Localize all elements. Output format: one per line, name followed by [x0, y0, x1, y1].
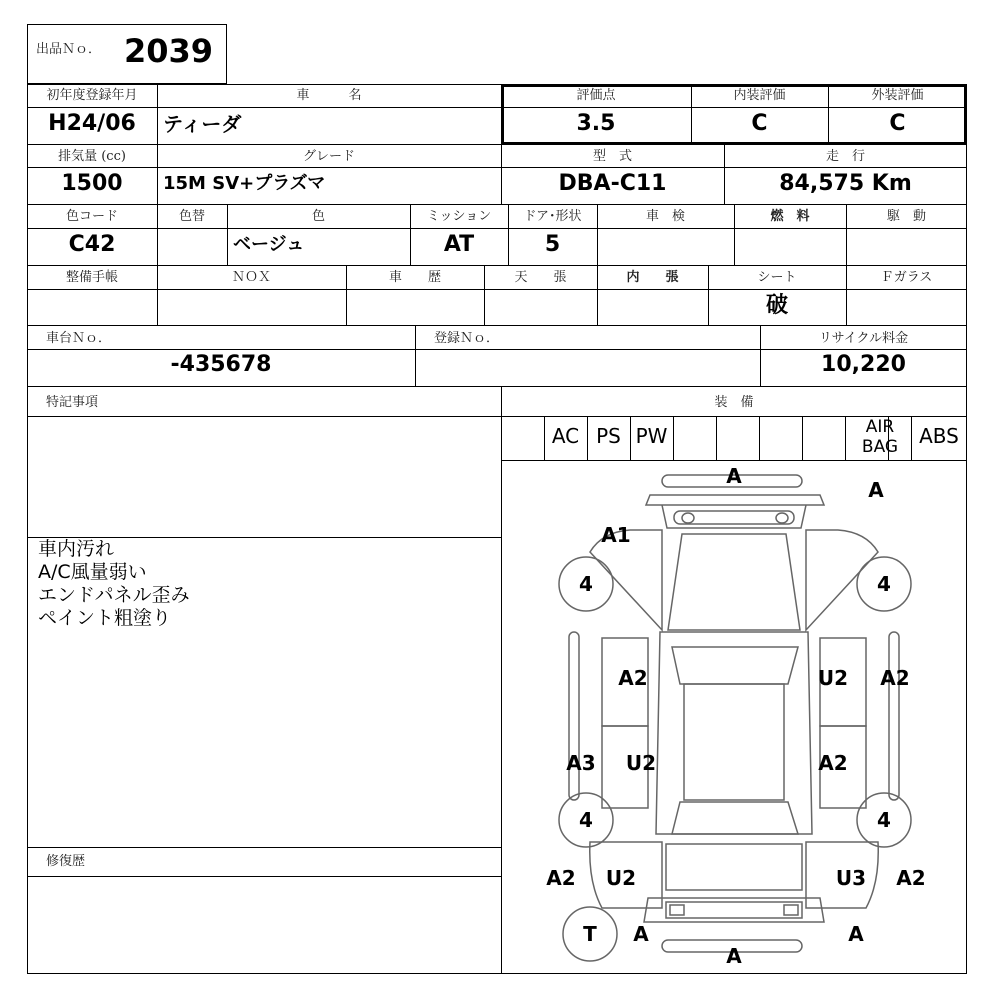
transmission-label: ミッション	[426, 209, 492, 224]
equipment-item-ac: AC	[551, 424, 580, 448]
exterior-grade-label: 外装評価	[871, 88, 924, 103]
transmission-value: AT	[443, 232, 475, 257]
car-name-value: ティーダ	[163, 112, 242, 136]
mark-tire-rl: 4	[579, 808, 593, 832]
mark-rear-fender-right: A2	[896, 866, 926, 890]
interior-trim-label: 内 張	[626, 270, 679, 285]
repaint-label: 色替	[178, 209, 205, 224]
mark-rear-bumper: A	[726, 944, 742, 968]
score-label: 評価点	[576, 88, 616, 103]
mark-tire-fr: 4	[877, 572, 891, 596]
inspection-label: 車 検	[645, 209, 685, 224]
repair-history-label: 修復歴	[46, 854, 86, 869]
note-line: 車内汚れ	[38, 538, 115, 560]
mark-front-door-right: U2	[817, 666, 849, 690]
mark-spare-tire: T	[583, 922, 597, 946]
door-label: ドア･形状	[523, 209, 582, 224]
front-glass-label: Ｆガラス	[880, 270, 933, 285]
fuel-label: 燃 料	[770, 209, 810, 224]
lot-number-box	[27, 24, 227, 84]
chassis-number-value: -435678	[170, 352, 272, 377]
mark-rear-right: A	[848, 922, 864, 946]
mileage-label: 走 行	[825, 149, 865, 164]
mark-rear-left: A	[633, 922, 649, 946]
car-condition-diagram	[502, 462, 966, 973]
special-notes-label: 特記事項	[46, 395, 99, 410]
color-value: ベージュ	[233, 234, 305, 255]
model-code-value: DBA-C11	[558, 171, 667, 196]
note-line: エンドパネル歪み	[38, 584, 190, 606]
displacement-value: 1500	[61, 171, 123, 196]
mark-front-fender-right: A2	[880, 666, 910, 690]
registration-number-label: 登録Ｎｏ．	[434, 331, 500, 346]
score-value: 3.5	[576, 111, 616, 136]
mark-rear-fender-left: A2	[546, 866, 576, 890]
equipment-grid	[501, 416, 967, 461]
first-registration-label: 初年度登録年月	[46, 88, 138, 103]
mark-rear-quarter-right: U3	[835, 866, 867, 890]
door-value: 5	[544, 232, 561, 257]
mark-rear-quarter-left: U2	[605, 866, 637, 890]
recycle-fee-value: 10,220	[821, 352, 906, 377]
interior-grade-label: 内装評価	[733, 88, 786, 103]
chassis-number-label: 車台Ｎｏ．	[46, 331, 112, 346]
mark-sill-left: A3	[566, 751, 596, 775]
note-line: ペイント粗塗り	[38, 607, 172, 629]
note-line: A/C風量弱い	[38, 561, 147, 583]
nox-label: ＮＯＸ	[231, 270, 271, 285]
headliner-label: 天 張	[514, 270, 567, 285]
first-registration-value: H24/06	[48, 111, 136, 136]
seat-value: 破	[765, 293, 788, 318]
equipment-label: 装 備	[714, 395, 754, 410]
mark-tire-rr: 4	[877, 808, 891, 832]
car-name-label: 車 名	[296, 88, 362, 103]
recycle-fee-label: リサイクル料金	[818, 331, 909, 346]
mark-front-right: A	[868, 478, 884, 502]
mark-tire-fl: 4	[579, 572, 593, 596]
equipment-item-ps: PS	[596, 424, 621, 448]
service-record-label: 整備手帳	[65, 270, 118, 285]
equipment-item-pw: PW	[635, 424, 668, 448]
equipment-item-airbag: AIR BAG	[861, 417, 899, 457]
grade-label: グレード	[302, 149, 355, 164]
exterior-grade-value: C	[889, 111, 906, 136]
displacement-label: 排気量 (cc)	[58, 149, 126, 164]
special-notes-list	[38, 538, 190, 630]
seat-label: シート	[757, 270, 797, 285]
vehicle-history-label: 車 歴	[388, 270, 441, 285]
color-label: 色	[311, 209, 325, 224]
mark-rear-door-left: U2	[625, 751, 657, 775]
mark-rear-door-right: A2	[818, 751, 848, 775]
mark-hood-left: A1	[601, 523, 631, 547]
mileage-value: 84,575 Km	[779, 171, 912, 196]
equipment-item-abs: ABS	[919, 424, 959, 448]
mark-front-door-left: A2	[618, 666, 648, 690]
color-code-label: 色コード	[65, 209, 118, 224]
grade-value: 15M SV+プラズマ	[163, 173, 326, 194]
lot-number-value: 2039	[124, 32, 214, 70]
lot-number-label: 出品Ｎｏ．	[36, 42, 102, 57]
model-code-label: 型 式	[592, 149, 632, 164]
color-code-value: C42	[68, 232, 116, 257]
drive-label: 駆 動	[886, 209, 926, 224]
mark-front-bumper: A	[726, 464, 742, 488]
interior-grade-value: C	[751, 111, 768, 136]
